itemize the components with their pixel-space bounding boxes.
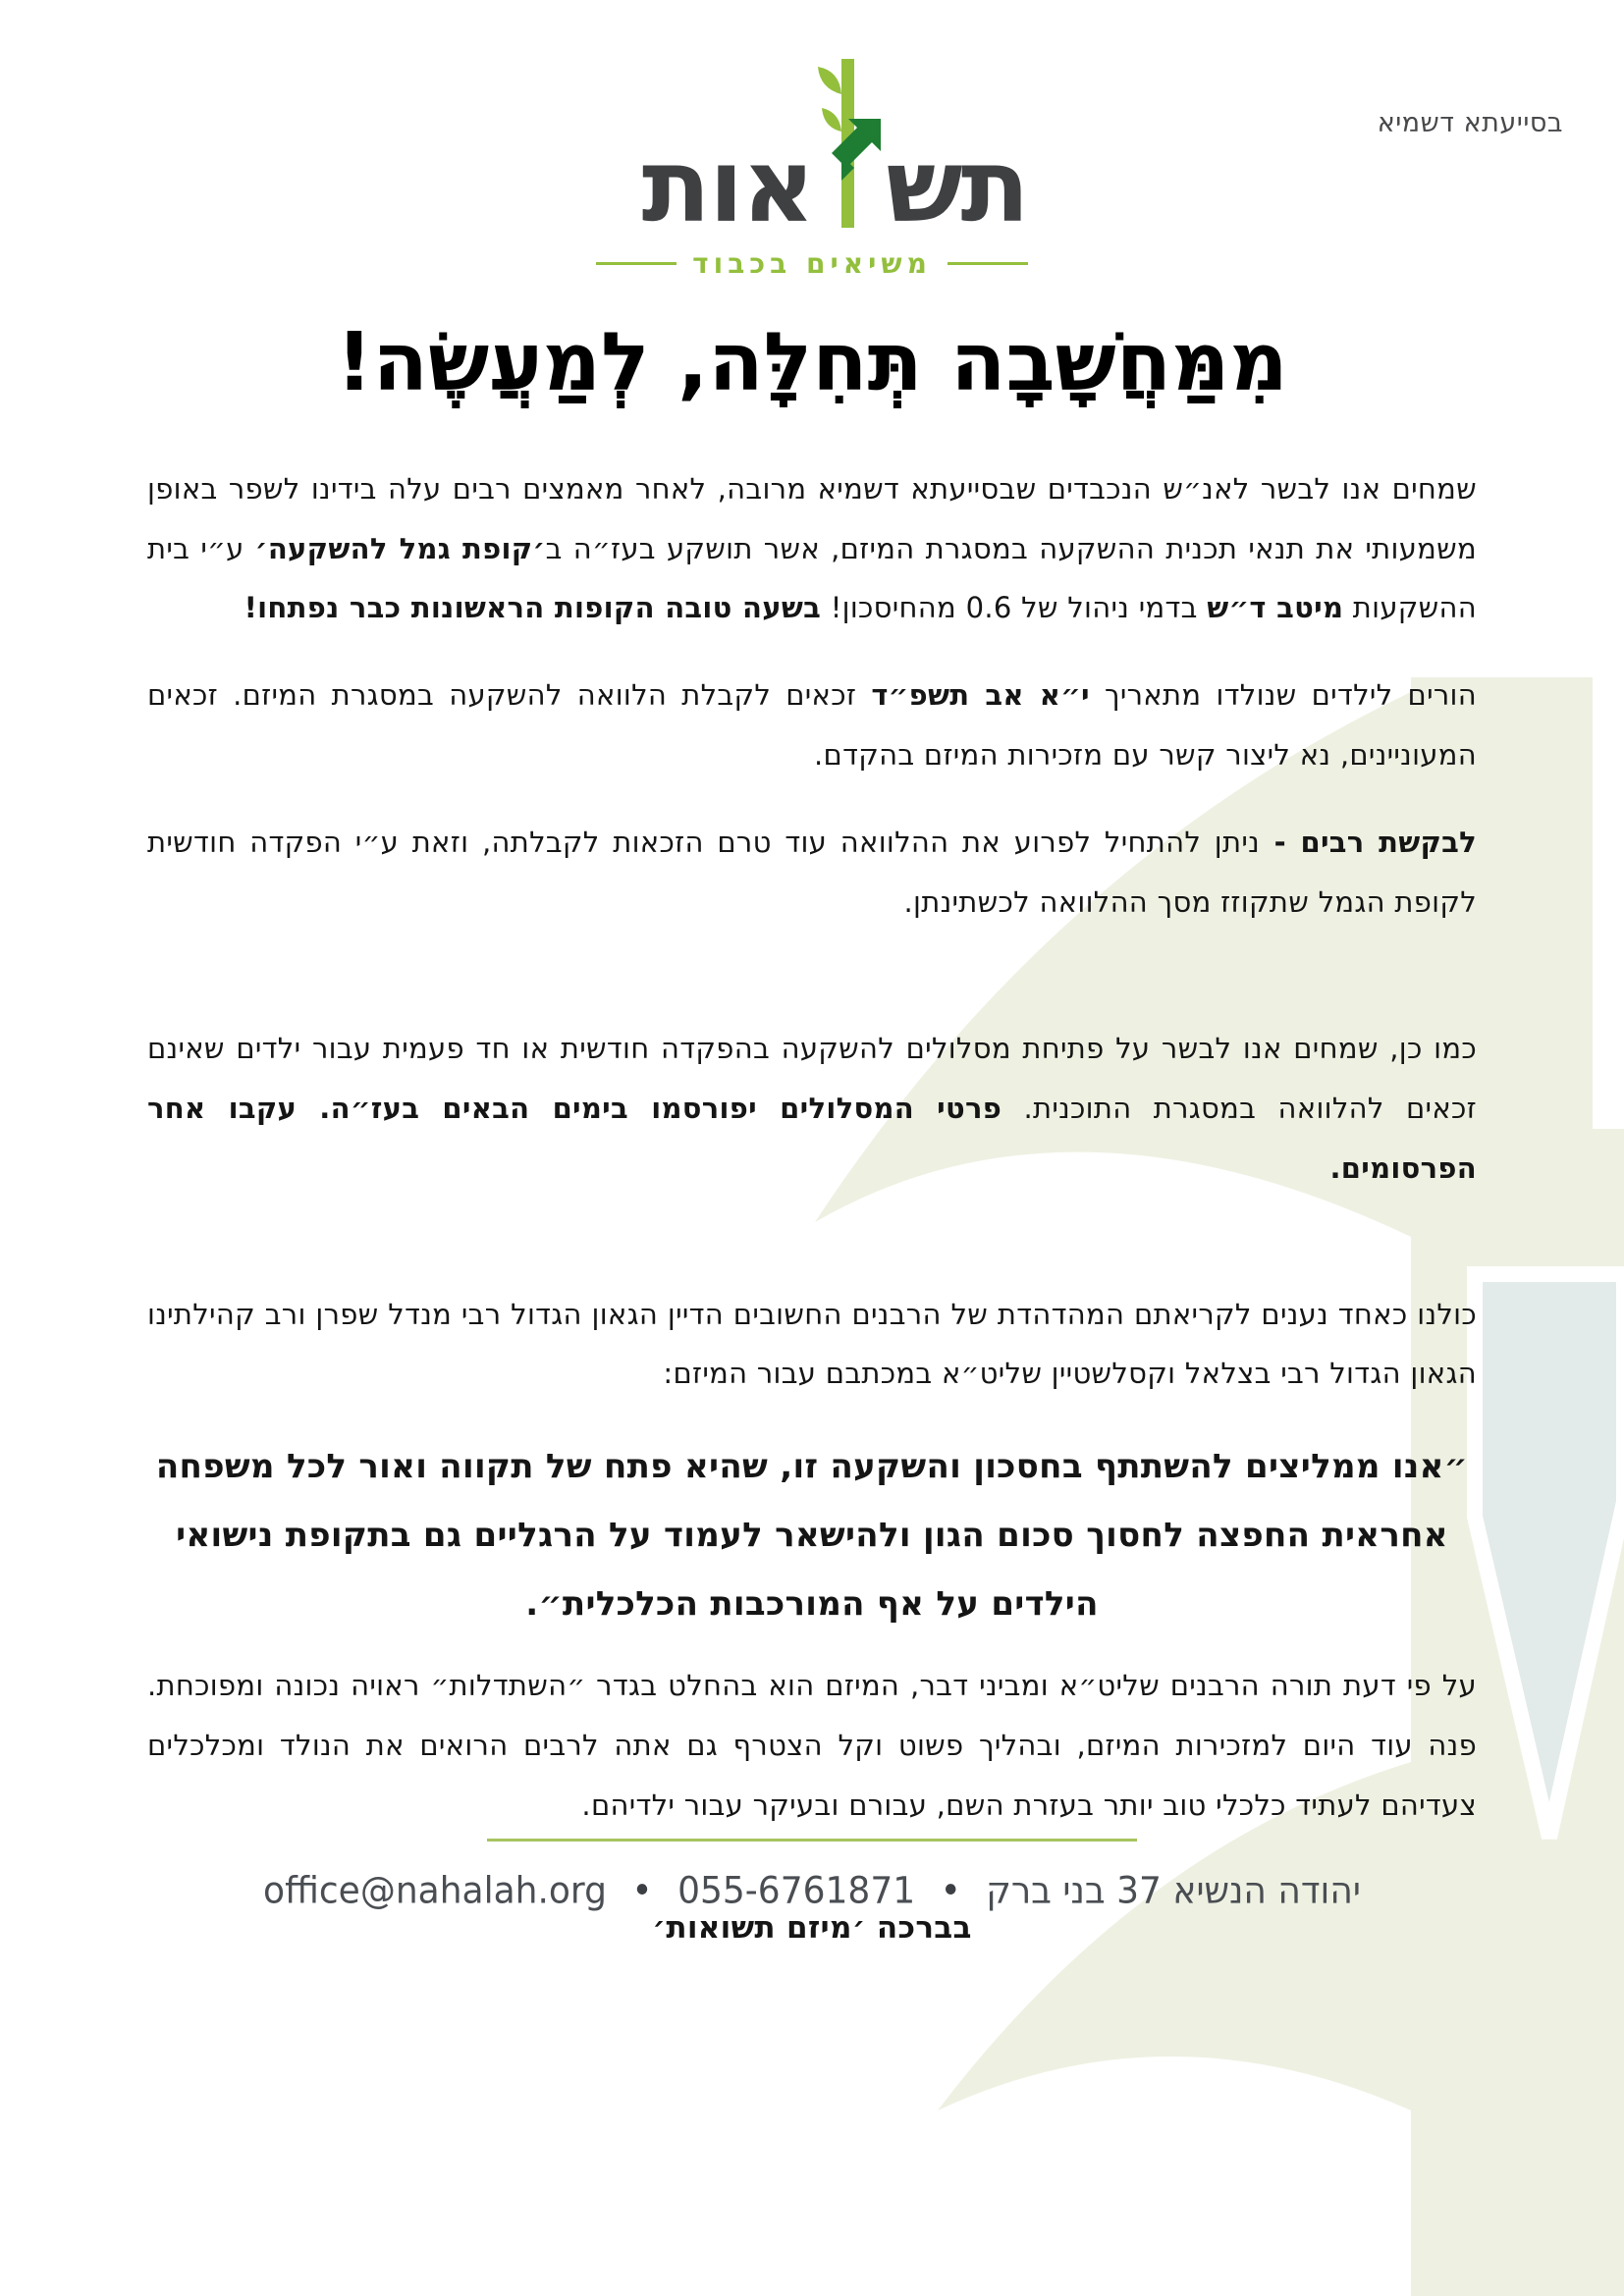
logo-wordmark-second: אות	[641, 127, 814, 245]
logo-wordmark-first: תש	[886, 127, 1028, 245]
logo-wordmark	[596, 59, 1028, 245]
body-paragraph: הורים לילדים שנולדו מתאריך י״א אב תשפ״ד זכאים לקבלת הלוואה להשקעה במסגרת המיזם. זכאים המעוניינים, נא ליצור קשר עם מזכירות המיזם בהקדם.	[147, 678, 1477, 773]
page-title: מִמַּחֲשָׁבָה תְּחִלָּה, לְמַעֲשֶׂה!	[336, 316, 1288, 409]
signature: בברכה ׳מיזם תשואות׳	[652, 1910, 972, 1947]
footer-rule	[487, 1839, 1137, 1842]
tagline-rule-right	[596, 262, 677, 265]
logo-tagline-text: משיאים בכבוד	[692, 247, 932, 280]
bullet-separator: •	[940, 1870, 961, 1913]
bullet-separator: •	[631, 1870, 653, 1913]
rabbis-quote: ״אנו ממליצים להשתתף בחסכון והשקעה זו, שהיא פתח של תקווה ואור לכל משפחה אחראית החפצה לחסוך סכום הגון ולהישאר לעמוד על הרגליים גם בתקופת נישואי הילדים על אף המורכבות הכלכלית״.	[155, 1447, 1469, 1624]
logo	[596, 59, 1028, 280]
footer-phone: 055-6761871	[677, 1870, 916, 1913]
closing-paragraph: על פי דעת תורה הרבנים שליט״א ומביני דבר, המיזם הוא בהחלט בגדר ״השתדלות״ ראויה נכונה ומפוכחת. פנה עוד היום למזכירות המיזם, ובהליך פשוט וקל הצטרף גם אתה לרבים הרואים את הנולד ומכלכלים צעדיהם לעתיד כלכלי טוב יותר בעזרת השם, עבורם ובעיקר עבור ילדיהם.	[147, 1669, 1477, 1823]
letter-body	[147, 459, 1477, 1961]
logo-plant-arrow-icon	[818, 59, 881, 228]
body-paragraph: לבקשת רבים - ניתן להתחיל לפרוע את ההלוואה עוד טרם הזכאות לקבלתה, וזאת ע״י הפקדה חודשית לקופת הגמל שתקוזז מסך ההלוואה לכשתינתן.	[147, 826, 1477, 920]
blessing-text: בסייעתא דשמיא	[1377, 108, 1563, 138]
body-paragraph: שמחים אנו לבשר לאנ״ש הנכבדים שבסייעתא דשמיא מרובה, לאחר מאמצים רבים עלה בידינו לשפר באופן משמעותי את תנאי תכנית ההשקעה במסגרת המיזם, אשר תושקע בעז״ה ב׳קופת גמל להשקעה׳ ע״י בית ההשקעות מיטב ד״ש בדמי ניהול של 0.6 מהחיסכון! בשעה טובה הקופות הראשונות כבר נפתחו!	[147, 471, 1478, 625]
body-paragraph: כמו כן, שמחים אנו לבשר על פתיחת מסלולים להשקעה בהפקדה חודשית או חד פעמית עבור ילדים שאינם זכאים להלוואה במסגרת התוכנית. פרטי המסלולים יפורסמו בימים הבאים בעז״ה. עקבו אחר הפרסומים.	[147, 1031, 1477, 1185]
footer	[0, 1839, 1624, 1911]
footer-address: יהודה הנשיא 37 בני ברק	[986, 1870, 1361, 1913]
footer-contact-line	[0, 1870, 1624, 1912]
footer-email: office@nahalah.org	[263, 1870, 607, 1913]
tagline-rule-left	[947, 262, 1028, 265]
body-paragraph: כולנו כאחד נענים לקריאתם המהדהדת של הרבנים החשובים הדיין הגאון הגדול רבי מנדל שפרן ורב קהילתינו הגאון הגדול רבי בצלאל וקסלשטיין שליט״א במכתבם עבור המיזם:	[147, 1297, 1477, 1391]
logo-tagline	[596, 247, 1028, 280]
